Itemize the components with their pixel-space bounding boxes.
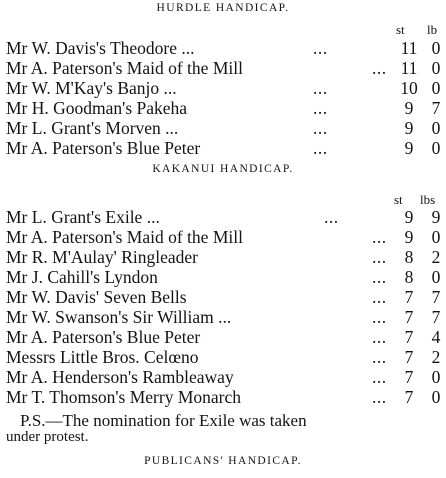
entry-stone: 9: [404, 227, 414, 247]
entry-leader-dots: ...: [313, 38, 328, 58]
column-header-stone: st: [394, 192, 403, 207]
entry-name: Mr J. Cahill's Lyndon: [6, 267, 158, 287]
entry-stone: 7: [404, 327, 414, 347]
section-heading-hurdle-handicap: HURDLE HANDICAP.: [156, 2, 290, 14]
entry-row: [6, 267, 442, 287]
entry-pounds: 7: [431, 287, 441, 307]
entry-stone: 7: [404, 307, 414, 327]
entry-stone: 9: [404, 98, 414, 118]
entry-pounds: 9: [431, 207, 441, 227]
entry-stone: 11: [400, 58, 418, 78]
entry-name: Mr W. Davis' Seven Bells: [6, 287, 187, 307]
entry-leader-dots: ...: [372, 247, 387, 267]
entry-row: [6, 347, 442, 367]
entry-row: [6, 247, 442, 267]
column-header-pounds: lb: [427, 22, 438, 37]
entry-stone: 11: [400, 38, 418, 58]
entry-name: Mr R. M'Aulay' Ringleader: [6, 247, 198, 267]
entry-pounds: 7: [431, 307, 441, 327]
entry-name: Mr T. Thomson's Merry Monarch: [6, 387, 242, 407]
entry-name: Mr A. Paterson's Maid of the Mill: [6, 227, 243, 247]
entry-leader-dots: ...: [313, 78, 328, 98]
entry-leader-dots: ...: [313, 118, 328, 138]
entry-row: [6, 98, 442, 118]
entry-stone: 9: [404, 118, 414, 138]
entry-pounds: 7: [431, 98, 441, 118]
entry-row: [6, 38, 442, 58]
entry-pounds: 0: [431, 58, 441, 78]
entry-stone: 7: [404, 287, 414, 307]
entry-leader-dots: ...: [372, 387, 387, 407]
column-header-pounds: lbs: [420, 192, 436, 207]
entry-leader-dots: ...: [324, 207, 339, 227]
entry-row: [6, 58, 442, 78]
entry-pounds: 0: [431, 387, 441, 407]
entry-row: [6, 327, 442, 347]
entry-pounds: 2: [431, 247, 441, 267]
entry-row: [6, 367, 442, 387]
entry-leader-dots: ...: [372, 287, 387, 307]
entry-row: [6, 118, 442, 138]
entry-row: [6, 307, 442, 327]
entry-name: Mr A. Paterson's Blue Peter: [6, 138, 201, 158]
entry-pounds: 0: [431, 267, 441, 287]
entry-stone: 7: [404, 387, 414, 407]
section-heading-publicans-handicap: PUBLICANS' HANDICAP.: [144, 455, 302, 467]
entry-stone: 7: [404, 347, 414, 367]
entry-leader-dots: ...: [372, 58, 387, 78]
protest-note: P.S.—The nomination for Exile was taken: [20, 411, 307, 430]
entry-leader-dots: ...: [372, 267, 387, 287]
entry-stone: 7: [404, 367, 414, 387]
entry-leader-dots: ...: [372, 307, 387, 327]
entry-stone: 9: [404, 138, 414, 158]
entry-pounds: 2: [431, 347, 441, 367]
entry-row: [6, 78, 442, 98]
entry-leader-dots: ...: [372, 367, 387, 387]
entry-leader-dots: ...: [313, 138, 328, 158]
entry-row: [6, 387, 442, 407]
entry-name: Mr W. Swanson's Sir William ...: [6, 307, 232, 327]
entry-name: Mr A. Paterson's Maid of the Mill: [6, 58, 243, 78]
entry-stone: 8: [404, 267, 414, 287]
entry-name: Mr W. Davis's Theodore ...: [6, 38, 195, 58]
entry-row: [6, 287, 442, 307]
entry-row: [6, 138, 442, 158]
entry-row: [6, 207, 442, 227]
entry-leader-dots: ...: [372, 327, 387, 347]
entry-name: Messrs Little Bros. Celœno: [6, 347, 199, 367]
entry-stone: 9: [404, 207, 414, 227]
entry-stone: 8: [404, 247, 414, 267]
entry-name: Mr A. Henderson's Rambleaway: [6, 367, 234, 387]
entry-pounds: 0: [431, 38, 441, 58]
entry-name: Mr W. M'Kay's Banjo ...: [6, 78, 177, 98]
entry-leader-dots: ...: [372, 227, 387, 247]
entry-pounds: 0: [431, 78, 441, 98]
entry-pounds: 0: [431, 138, 441, 158]
entry-name: Mr L. Grant's Exile ...: [6, 207, 160, 227]
section-heading-kakanui-handicap: KAKANUI HANDICAP.: [152, 163, 294, 175]
entry-name: Mr H. Goodman's Pakeha: [6, 98, 188, 118]
entry-pounds: 0: [431, 367, 441, 387]
protest-note-continuation: under protest.: [6, 429, 89, 445]
entry-row: [6, 227, 442, 247]
entry-pounds: 0: [431, 118, 441, 138]
entry-leader-dots: ...: [313, 98, 328, 118]
entry-pounds: 0: [431, 227, 441, 247]
entry-pounds: 4: [431, 327, 441, 347]
entry-stone: 10: [400, 78, 418, 98]
entry-name: Mr A. Paterson's Blue Peter: [6, 327, 201, 347]
entry-leader-dots: ...: [372, 347, 387, 367]
column-header-stone: st: [396, 22, 405, 37]
entry-name: Mr L. Grant's Morven ...: [6, 118, 179, 138]
